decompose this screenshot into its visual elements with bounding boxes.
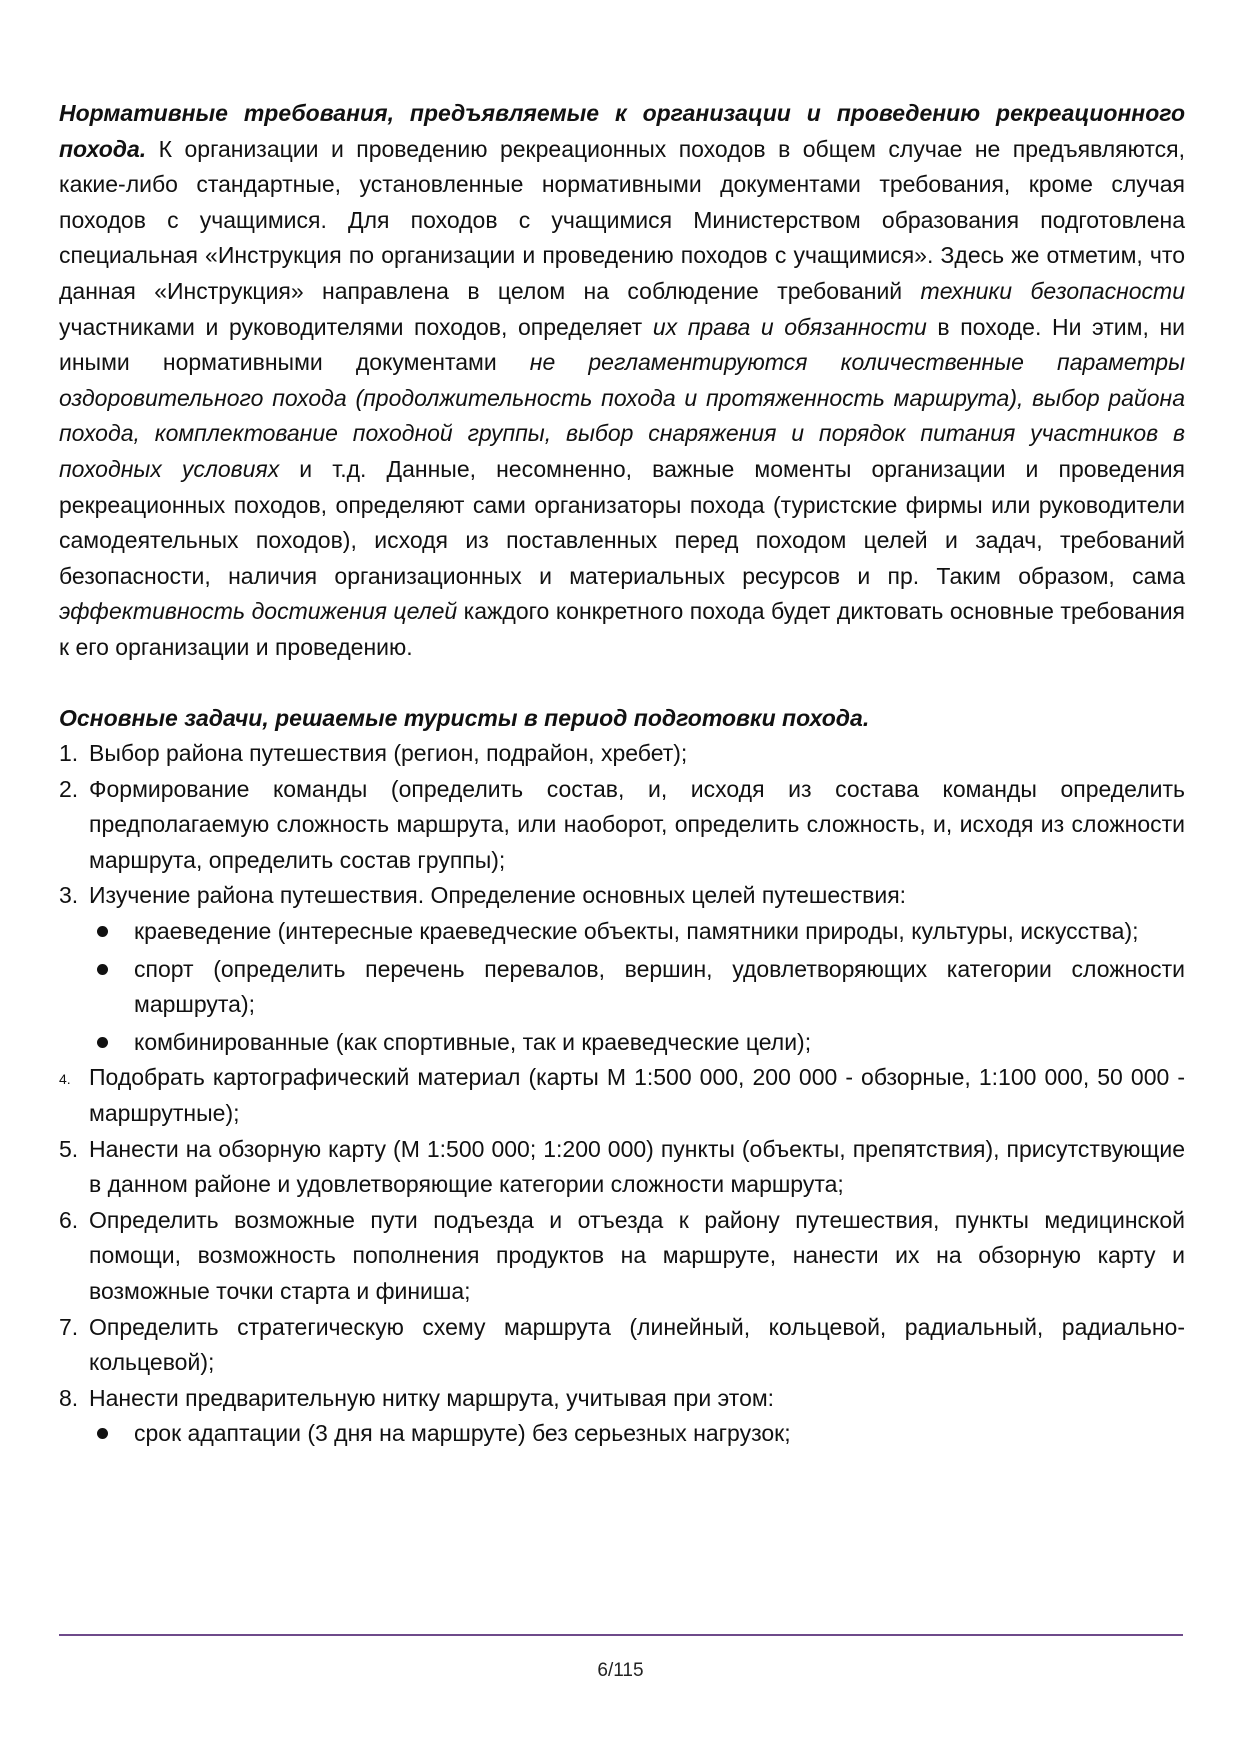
bullet-item (59, 914, 1185, 950)
bullet-item (59, 952, 1185, 1023)
paragraph-text: и т.д. Данные, несомненно, важные моменты организации и проведения рекреационных походов, определяют сами организаторы похода (туристские фирмы или руководители самодеятельных походов), исходя из поставленных перед походом целей и задач, требований безопасности, наличия организационных и материальных ресурсов и пр. Таким образом, сама (59, 455, 1185, 589)
list-item (59, 1060, 1185, 1131)
page-number: 6/115 (597, 1660, 644, 1681)
list-number: 7. (59, 1313, 79, 1340)
tasks-list-continued (59, 1060, 1185, 1416)
bullet-dot-icon (97, 1428, 108, 1439)
bullet-dot-icon (97, 964, 108, 975)
list-number: 5. (59, 1135, 79, 1162)
list-item-text: Изучение района путешествия. Определение основных целей путешествия: (89, 882, 907, 909)
bullet-text: комбинированные (как спортивные, так и краеведческие цели); (134, 1028, 812, 1055)
list-item (59, 1381, 1185, 1417)
route-bullet-list (59, 1416, 1185, 1452)
list-number: 2. (59, 775, 79, 802)
paragraph-text: участниками и руководителями походов, определяет (59, 313, 653, 340)
list-item (59, 1203, 1185, 1310)
bullet-dot-icon (97, 926, 108, 937)
list-item-text: Нанести предварительную нитку маршрута, учитывая при этом: (89, 1384, 775, 1411)
emphasis-text: эффективность достижения целей (59, 598, 458, 625)
list-number: 6. (59, 1206, 79, 1233)
list-item-text: Подобрать картографический материал (карты М 1:500 000, 200 000 - обзорные, 1:100 000, 50 000 - маршрутные); (89, 1064, 1185, 1127)
emphasis-text: не регламентируются количественные параметры оздоровительного похода (продолжительность похода и протяженность маршрута), выбор района похода, комплектование походной группы, выбор снаряжения и порядок питания участников в походных условиях (59, 349, 1185, 482)
section-heading: Основные задачи, решаемые туристы в период подготовки похода. (59, 704, 870, 731)
list-item-text: Выбор района путешествия (регион, подрайон, хребет); (89, 740, 688, 767)
footer-divider (59, 1634, 1183, 1636)
list-item-text: Определить стратегическую схему маршрута (линейный, кольцевой, радиальный, радиально-кольцевой); (89, 1313, 1185, 1376)
bullet-item (59, 1416, 1185, 1452)
bullet-item (59, 1025, 1185, 1061)
document-page (59, 96, 1185, 1452)
list-item (59, 772, 1185, 879)
paragraph-lead: Нормативные требования, предъявляемые к организации и проведению рекреационного похода. (59, 100, 1185, 162)
list-number: 8. (59, 1384, 79, 1411)
list-item-text: Определить возможные пути подъезда и отъезда к району путешествия, пункты медицинской помощи, возможность пополнения продуктов на маршруте, нанести их на обзорную карту и возможные точки старта и финиша; (89, 1206, 1185, 1304)
list-item (59, 1310, 1185, 1381)
bullet-text: срок адаптации (3 дня на маршруте) без серьезных нагрузок; (134, 1420, 791, 1447)
list-item-text: Формирование команды (определить состав, и, исходя из состава команды определить предполагаемую сложность маршрута, или наоборот, определить сложность, и, исходя из сложности маршрута, определить состав группы); (89, 775, 1185, 873)
bullet-dot-icon (97, 1037, 108, 1048)
bullet-text: спорт (определить перечень перевалов, вершин, удовлетворяющих категории сложности маршрута); (134, 955, 1185, 1018)
list-number: 1. (59, 740, 79, 767)
emphasis-text: их права и обязанности (652, 313, 927, 340)
emphasis-text: техники безопасности (920, 277, 1185, 304)
list-item (59, 1132, 1185, 1203)
list-item (59, 878, 1185, 914)
list-number: 4. (59, 1071, 71, 1088)
goals-bullet-list (59, 914, 1185, 1060)
bullet-text: краеведение (интересные краеведческие объекты, памятники природы, культуры, искусства); (134, 918, 1139, 945)
tasks-list (59, 736, 1185, 914)
list-number: 3. (59, 882, 79, 909)
paragraph-text: каждого конкретного похода будет диктовать основные требования к его организации и проведению. (59, 598, 1185, 660)
paragraph-normative-requirements (59, 96, 1185, 666)
list-item (59, 736, 1185, 772)
paragraph-text: в походе. Ни этим, ни иными нормативными документами (59, 313, 1185, 376)
list-item-text: Нанести на обзорную карту (М 1:500 000; 1:200 000) пункты (объекты, препятствия), присутствующие в данном районе и удовлетворяющие категории сложности маршрута; (89, 1135, 1185, 1198)
paragraph-text: К организации и проведению рекреационных походов в общем случае не предъявляются, какие-либо стандартные, установленные нормативными документами требования, кроме случая походов с учащимися. Для походов с учащимися Министерством образования подготовлена специальная «Инструкция по организации и проведению походов с учащимися». Здесь же отметим, что данная «Инструкция» направлена в целом на соблюдение требований (59, 135, 1185, 304)
